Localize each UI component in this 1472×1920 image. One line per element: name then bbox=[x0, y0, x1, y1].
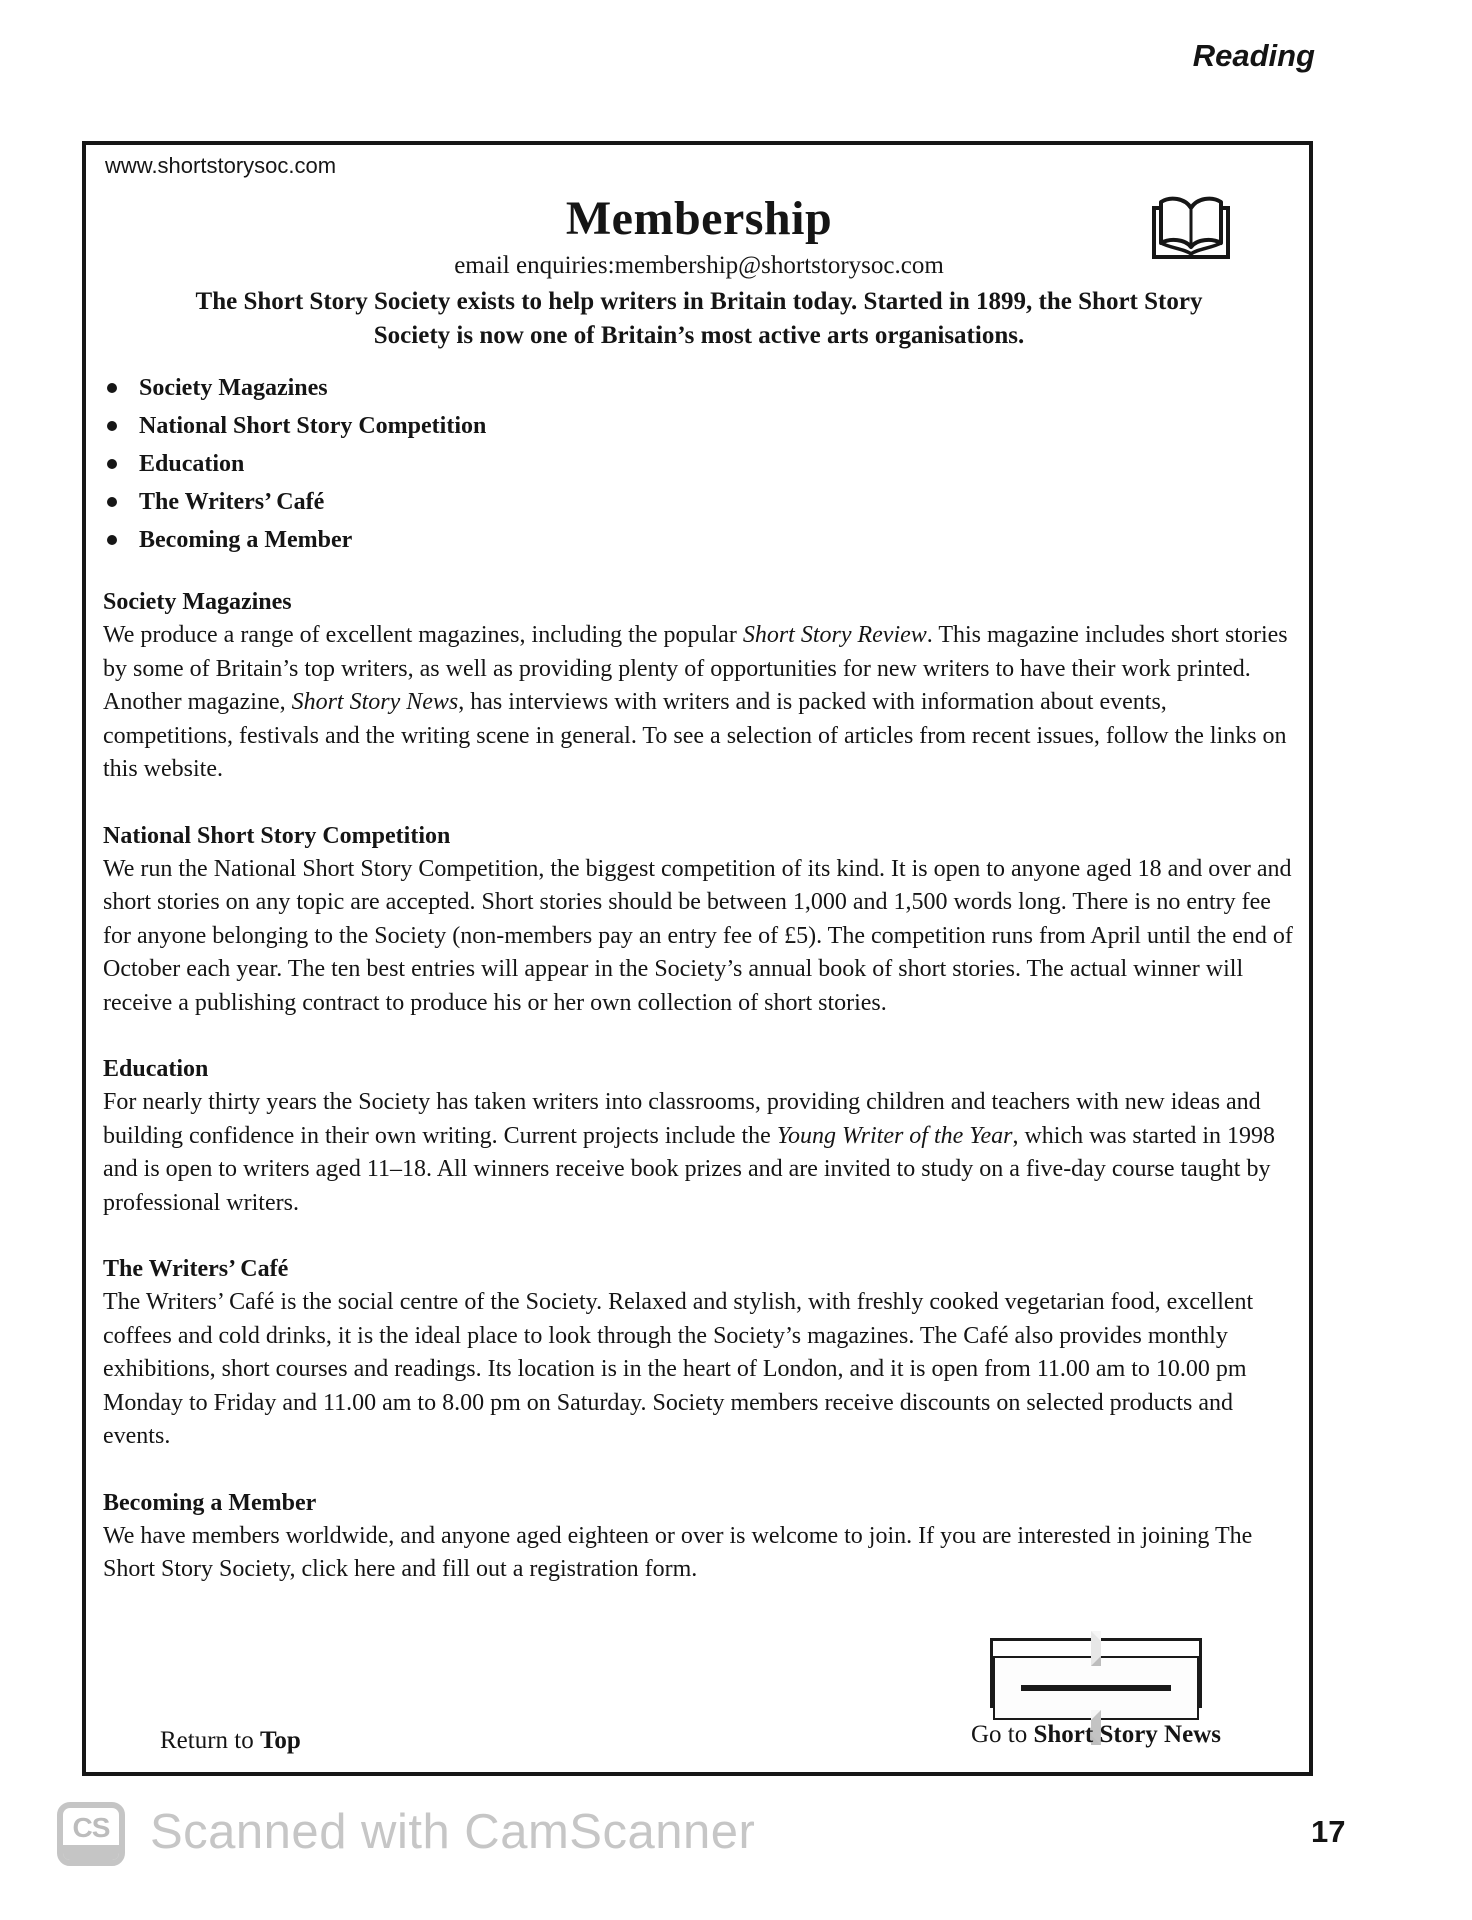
short-story-news-button[interactable] bbox=[990, 1638, 1202, 1708]
section-education bbox=[103, 1056, 1295, 1220]
contents-menu bbox=[103, 375, 1295, 553]
camscanner-logo-box bbox=[57, 1802, 125, 1866]
section-becoming-a-member bbox=[103, 1490, 1295, 1587]
go-to-prefix: Go to bbox=[971, 1721, 1034, 1748]
section-body: For nearly thirty years the Society has taken writers into classrooms, providing children and teachers with new ideas and building confidence in their own writing. Current projects include the Young Writer of the Year, which was started in 1998 and is open to writers aged 11–18. All winners receive book prizes and are invited to study on a five-day course taught by professional writers. bbox=[103, 1089, 1276, 1216]
email-enquiries-line: email enquiries:membership@shortstorysoc.com bbox=[454, 252, 944, 279]
section-writers-cafe bbox=[103, 1256, 1295, 1454]
return-to-top-link[interactable] bbox=[160, 1727, 301, 1755]
intro-line: The Short Story Society exists to help writers in Britain today. Started in 1899, the Short Story bbox=[195, 288, 1203, 315]
title-area bbox=[103, 191, 1295, 246]
section-heading: The Writers’ Café bbox=[103, 1256, 289, 1282]
reading-section-label: Reading bbox=[1192, 38, 1315, 73]
dash-icon bbox=[1021, 1685, 1171, 1691]
page-number: 17 bbox=[1311, 1814, 1346, 1849]
section-society-magazines bbox=[103, 589, 1295, 787]
camscanner-logo bbox=[57, 1802, 125, 1866]
menu-item-becoming-a-member[interactable]: Becoming a Member bbox=[103, 527, 1295, 553]
return-prefix: Return to bbox=[160, 1727, 260, 1754]
go-to-target: Short Story News bbox=[1033, 1721, 1221, 1748]
menu-item-education[interactable]: Education bbox=[103, 451, 1295, 477]
section-heading: Education bbox=[103, 1056, 209, 1082]
section-body: The Writers’ Café is the social centre of the Society. Relaxed and stylish, with freshly cooked vegetarian food, excellent coffees and cold drinks, it is the ideal place to look through the Society’s magazines. The Café also provides monthly exhibitions, short courses and readings. Its location is in the heart of London, and it is open from 11.00 am to 10.00 pm Monday to Friday and 11.00 am to 8.00 pm on Saturday. Society members receive discounts on selected products and events. bbox=[103, 1289, 1254, 1449]
section-heading: Society Magazines bbox=[103, 589, 292, 615]
return-target: Top bbox=[260, 1727, 301, 1754]
menu-item-national-short-story-competition[interactable]: National Short Story Competition bbox=[103, 413, 1295, 439]
open-book-icon bbox=[1149, 191, 1233, 265]
webpage-frame bbox=[82, 141, 1313, 1776]
short-story-news-block bbox=[936, 1638, 1256, 1749]
page-title: Membership bbox=[565, 192, 833, 245]
scanned-with-camscanner-label: Scanned with CamScanner bbox=[150, 1805, 756, 1859]
camscanner-logo-text: CS bbox=[72, 1812, 110, 1843]
intro-text bbox=[103, 285, 1295, 353]
intro-line: Society is now one of Britain’s most active arts organisations. bbox=[373, 322, 1025, 349]
section-body: We produce a range of excellent magazines, including the popular Short Story Review. This magazine includes short stories by some of Britain’s top writers, as well as providing plenty of opportunities for new writers to have their work printed. Another magazine, Short Story News, has interviews with writers and is packed with information about events, competitions, festivals and the writing scene in general. To see a selection of articles from recent issues, follow the links on this website. bbox=[103, 622, 1288, 782]
go-to-short-story-news-link[interactable] bbox=[936, 1721, 1256, 1749]
section-body: We have members worldwide, and anyone aged eighteen or over is welcome to join. If you are interested in joining The Short Story Society, click here and fill out a registration form. bbox=[103, 1522, 1253, 1582]
button-face bbox=[993, 1656, 1199, 1720]
section-heading: National Short Story Competition bbox=[103, 822, 451, 849]
section-heading: Becoming a Member bbox=[103, 1489, 317, 1516]
menu-item-society-magazines[interactable]: Society Magazines bbox=[103, 375, 1295, 401]
menu-item-writers-cafe[interactable]: The Writers’ Café bbox=[103, 489, 1295, 515]
camscanner-logo-base bbox=[63, 1845, 119, 1860]
section-body: We run the National Short Story Competition, the biggest competition of its kind. It is open to anyone aged 18 and over and short stories on any topic are accepted. Short stories should be between 1,000 and 1,500 words long. There is no entry fee for anyone belonging to the Society (non-members pay an entry fee of £5). The competition runs from April until the end of October each year. The ten best entries will appear in the Society’s annual book of short stories. The actual winner will receive a publishing contract to produce his or her own collection of short stories. bbox=[103, 855, 1293, 1016]
section-national-short-story-competition bbox=[103, 823, 1295, 1021]
site-url: www.shortstorysoc.com bbox=[105, 153, 337, 178]
